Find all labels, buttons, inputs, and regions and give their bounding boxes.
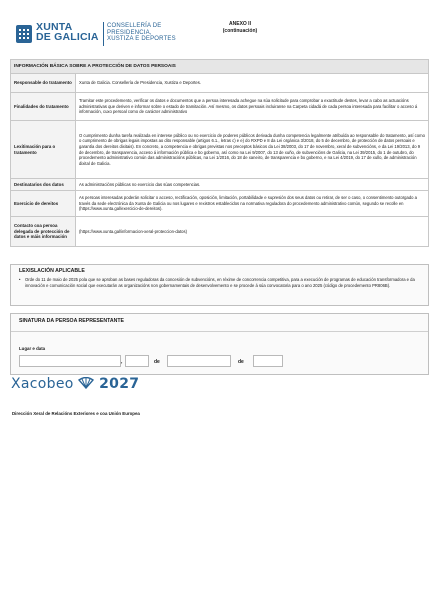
row-label: Exercicio de dereitos bbox=[11, 191, 76, 217]
row-value: O cumprimento dunha tarefa realizada en interese público ou no exercicio de poderes públicos derivada dunha competencia legalmente atribuída ao responsable do tratamento, así como o cumprimento de obrigas legais impostas ao dito responsable (artigos 6.1., letras c) e e) do RXPD e 8 da Lei orgánica 3/2018, do 5 de decembro, de protección de datos persoais e garantía dos dereitos dixitais). En concreto, a competencia e obrigas previstas nos preceptos básicos da Lei 38/2003, do 17 de novembro, xeral de subvencións, e da Lei 19/2013, do 9 de decembro, de transparencia, acceso á información pública e bo goberno, así como na Lei 9/2007, do 13 de xuño, de subvencións de Galicia, na Lei 39/2015, do 1 de outubro, do procedemento administrativo común das administracións públicas, na Lei 1/2016, do 18 de xaneiro, de transparencia e bo goberno, e na Lei 4/2019, do 17 de xullo, de administración dixital de Galicia. bbox=[76, 121, 429, 179]
xunta-logo-text bbox=[36, 22, 99, 42]
data-protection-table bbox=[10, 59, 429, 247]
table-row bbox=[11, 217, 429, 247]
comma-separator: , bbox=[121, 359, 123, 365]
xacobeo-logo bbox=[11, 376, 139, 392]
annex-title: ANEXO II bbox=[229, 21, 251, 27]
legislation-title: LEXISLACIÓN APLICABLE bbox=[19, 268, 85, 274]
annex-subtitle: (continuación) bbox=[222, 28, 258, 34]
signature-divider bbox=[11, 331, 428, 332]
place-input[interactable] bbox=[19, 355, 121, 367]
signature-title: SINATURA DA PERSOA REPRESENTANTE bbox=[19, 318, 125, 324]
de-separator-1: de bbox=[154, 359, 160, 365]
legislation-box bbox=[10, 264, 429, 306]
row-value: (https://www.xunta.gal/informacion-xeral-proteccion-datos) bbox=[76, 217, 429, 247]
xunta-coat-of-arms-icon bbox=[14, 23, 34, 45]
xacobeo-word: Xacobeo bbox=[11, 376, 74, 392]
dept-line-1: CONSELLERÍA DE bbox=[107, 23, 162, 29]
month-input[interactable] bbox=[167, 355, 231, 367]
annex-heading bbox=[200, 21, 280, 35]
footer-directorate: Dirección Xeral de Relacións Exteriores e coa Unión Europea bbox=[12, 411, 140, 416]
row-label: Lexitimación para o tratamento bbox=[11, 121, 76, 179]
signature-box bbox=[10, 313, 429, 375]
logo-line-1: XUNTA bbox=[36, 21, 73, 33]
table-title: INFORMACIÓN BÁSICA SOBRE A PROTECCIÓN DE DATOS PERSOAIS bbox=[11, 60, 429, 74]
logo-line-2: DE GALICIA bbox=[36, 31, 99, 43]
scallop-shell-icon bbox=[78, 377, 94, 389]
logo-divider bbox=[103, 22, 104, 46]
row-value: As administracións públicas no exercicio das súas competencias. bbox=[76, 179, 429, 191]
row-label: Contacto coa persoa delegada de protección de datos e máis información bbox=[11, 217, 76, 247]
table-row bbox=[11, 121, 429, 179]
dept-line-3: XUSTIZA E DEPORTES bbox=[107, 36, 176, 43]
row-label: Responsable do tratamento bbox=[11, 74, 76, 93]
de-separator-2: de bbox=[238, 359, 244, 365]
year-input[interactable] bbox=[253, 355, 283, 367]
dept-line-2: PRESIDENCIA, bbox=[107, 29, 152, 36]
day-input[interactable] bbox=[125, 355, 149, 367]
row-label: Destinatarios dos datos bbox=[11, 179, 76, 191]
legislation-item: • Orde do 11 de maio de 2025 pola que se aproban as bases reguladoras da concesión de subvencións, en réxime de concorrencia competitiva, para a execución de programas de educación transformadora e da innovación e comunicación social que executarán as organizacións non gobernamentais de desenvolvemento e se procede á súa convocatoria para o ano 2025 (código de procedemento PR806B). bbox=[25, 277, 421, 288]
row-label: Finalidades do tratamento bbox=[11, 93, 76, 121]
table-row bbox=[11, 191, 429, 217]
row-value: Tramitar este procedemento, verificar os datos e documentos que a persoa interesada achegue na súa solicitude para comprobar a exactitude destes, levar a cabo as actuacións administrativas que deriven e informar sobre o estado de tramitación. Así mesmo, os datos persoais incluiranse na Carpeta cidadá de cada persoa interesada para facilitar o acceso á información, cuxo persoal como de carácter administrativo bbox=[76, 93, 429, 121]
row-value: As persoas interesadas poderán solicitar o acceso, rectificación, oposición, limitación, portabilidade e supresión dos seus datos ou retirar, de ser o caso, o consentimento outorgado a través da sede electrónica da Xunta de Galicia ou nos lugares e rexistros establecidos na normativa reguladora do procedemento administrativo común, segundo se recolle en (https://www.xunta.gal/exercicio-de-dereitos). bbox=[76, 191, 429, 217]
place-date-label: Lugar e data bbox=[19, 346, 46, 351]
xacobeo-year: 2027 bbox=[99, 376, 140, 392]
table-header-row bbox=[11, 60, 429, 74]
row-value: Xunta de Galicia. Consellería de Presidencia, Xustiza e Deportes. bbox=[76, 74, 429, 93]
department-name bbox=[107, 23, 176, 43]
table-row bbox=[11, 74, 429, 93]
table-row bbox=[11, 93, 429, 121]
table-row bbox=[11, 179, 429, 191]
